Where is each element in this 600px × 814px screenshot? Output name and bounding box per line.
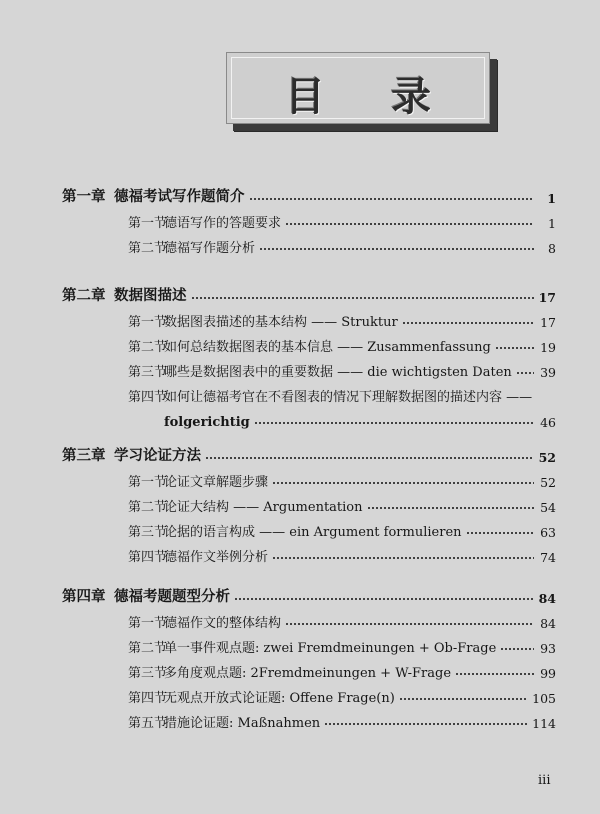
toc-section-2-1[interactable] <box>128 308 556 330</box>
section-number: 第二节 <box>128 241 168 256</box>
dot-leader <box>285 622 534 626</box>
dot-leader <box>324 722 528 726</box>
page-number: iii <box>538 773 551 788</box>
toc-section-3-3[interactable] <box>128 518 556 540</box>
dot-leader <box>466 531 534 535</box>
section-number: 第四节 <box>128 390 168 405</box>
page-ref: 114 <box>532 716 556 731</box>
dot-leader <box>500 647 534 651</box>
toc-section-4-3[interactable] <box>128 659 556 681</box>
section-title: 数据图表描述的基本结构 —— Struktur <box>164 315 398 330</box>
chapter-title: 德福考题题型分析 <box>114 588 230 605</box>
section-title: 无观点开放式论证题: Offene Frage(n) <box>164 691 395 706</box>
toc-chapter-1[interactable] <box>62 184 556 206</box>
section-title: 单一事件观点题: zwei Fremdmeinungen + Ob-Frage <box>164 641 497 656</box>
dot-leader <box>516 371 534 375</box>
dot-leader <box>399 697 528 701</box>
section-number: 第三节 <box>128 525 168 540</box>
dot-leader <box>495 346 534 350</box>
section-title: 德福作文的整体结构 <box>164 616 282 631</box>
page-ref: 1 <box>547 191 556 206</box>
section-number: 第二节 <box>128 340 168 355</box>
toc-section-2-3[interactable] <box>128 358 556 380</box>
page-ref: 46 <box>540 415 556 430</box>
chapter-title: 德福考试写作题简介 <box>114 188 245 205</box>
toc-section-4-5[interactable] <box>128 709 556 731</box>
section-number: 第四节 <box>128 691 168 706</box>
page-ref: 105 <box>532 691 556 706</box>
toc-chapter-2[interactable] <box>62 283 556 305</box>
section-title: 论证文章解题步骤 <box>164 475 269 490</box>
dot-leader <box>402 321 534 325</box>
dot-leader <box>234 597 534 601</box>
toc-section-2-2[interactable] <box>128 333 556 355</box>
page-ref: 84 <box>538 591 556 606</box>
page-ref: 74 <box>540 550 556 565</box>
section-title: 德福作文举例分析 <box>164 550 269 565</box>
page-ref: 17 <box>538 290 556 305</box>
page-ref: 52 <box>540 475 556 490</box>
page-ref: 63 <box>540 525 556 540</box>
section-title: 如何总结数据图表的基本信息 —— Zusammenfassung <box>164 340 491 355</box>
dot-leader <box>205 456 534 460</box>
page-ref: 39 <box>540 365 556 380</box>
page-ref: 17 <box>540 315 556 330</box>
toc-section-2-4-continued[interactable] <box>164 408 556 430</box>
toc-section-3-4[interactable] <box>128 543 556 565</box>
toc-section-4-4[interactable] <box>128 684 556 706</box>
section-title: 多角度观点题: 2Fremdmeinungen + W-Frage <box>164 666 452 681</box>
page-ref: 54 <box>540 500 556 515</box>
section-title: 德语写作的答题要求 <box>164 216 282 231</box>
section-title: 措施论证题: Maßnahmen <box>164 716 321 731</box>
section-number: 第二节 <box>128 641 168 656</box>
page-ref: 8 <box>548 241 556 256</box>
section-title: 论证大结构 —— Argumentation <box>164 500 363 515</box>
dot-leader <box>191 296 535 300</box>
chapter-title: 数据图描述 <box>114 287 187 304</box>
chapter-number: 第二章 <box>62 287 106 304</box>
section-number: 第三节 <box>128 365 168 380</box>
section-number: 第一节 <box>128 616 168 631</box>
page-ref: 1 <box>548 216 556 231</box>
page-title: 目 录 <box>285 73 457 120</box>
toc-section-1-1[interactable] <box>128 209 556 231</box>
toc-section-3-2[interactable] <box>128 493 556 515</box>
toc-section-4-1[interactable] <box>128 609 556 631</box>
page-ref: 93 <box>540 641 556 656</box>
toc-chapter-4[interactable] <box>62 584 556 606</box>
section-number: 第一节 <box>128 216 168 231</box>
dot-leader <box>367 506 534 510</box>
section-title: 哪些是数据图表中的重要数据 —— die wichtigsten Daten <box>164 365 512 380</box>
chapter-number: 第四章 <box>62 588 106 605</box>
dot-leader <box>254 421 534 425</box>
dot-leader <box>285 222 534 226</box>
section-title: 论据的语言构成 —— ein Argument formulieren <box>164 525 462 540</box>
section-number: 第四节 <box>128 550 168 565</box>
dot-leader <box>249 197 535 201</box>
section-title: 德福写作题分析 <box>164 241 256 256</box>
toc-chapter-3[interactable] <box>62 443 556 465</box>
page-ref: 84 <box>540 616 556 631</box>
section-title-continuation: folgerichtig <box>164 415 250 430</box>
dot-leader <box>259 247 534 251</box>
page-ref: 52 <box>538 450 556 465</box>
toc-section-2-4[interactable] <box>128 383 556 405</box>
chapter-title: 学习论证方法 <box>114 447 201 464</box>
toc-section-4-2[interactable] <box>128 634 556 656</box>
section-number: 第一节 <box>128 315 168 330</box>
dot-leader <box>272 556 534 560</box>
toc-section-3-1[interactable] <box>128 468 556 490</box>
chapter-number: 第三章 <box>62 447 106 464</box>
page-ref: 19 <box>540 340 556 355</box>
dot-leader <box>272 481 534 485</box>
section-number: 第二节 <box>128 500 168 515</box>
title-box <box>226 52 490 124</box>
section-number: 第五节 <box>128 716 168 731</box>
section-number: 第一节 <box>128 475 168 490</box>
toc-section-1-2[interactable] <box>128 234 556 256</box>
dot-leader <box>455 672 534 676</box>
section-number: 第三节 <box>128 666 168 681</box>
section-title: 如何让德福考官在不看图表的情况下理解数据图的描述内容 —— <box>164 390 533 405</box>
chapter-number: 第一章 <box>62 188 106 205</box>
page-ref: 99 <box>540 666 556 681</box>
